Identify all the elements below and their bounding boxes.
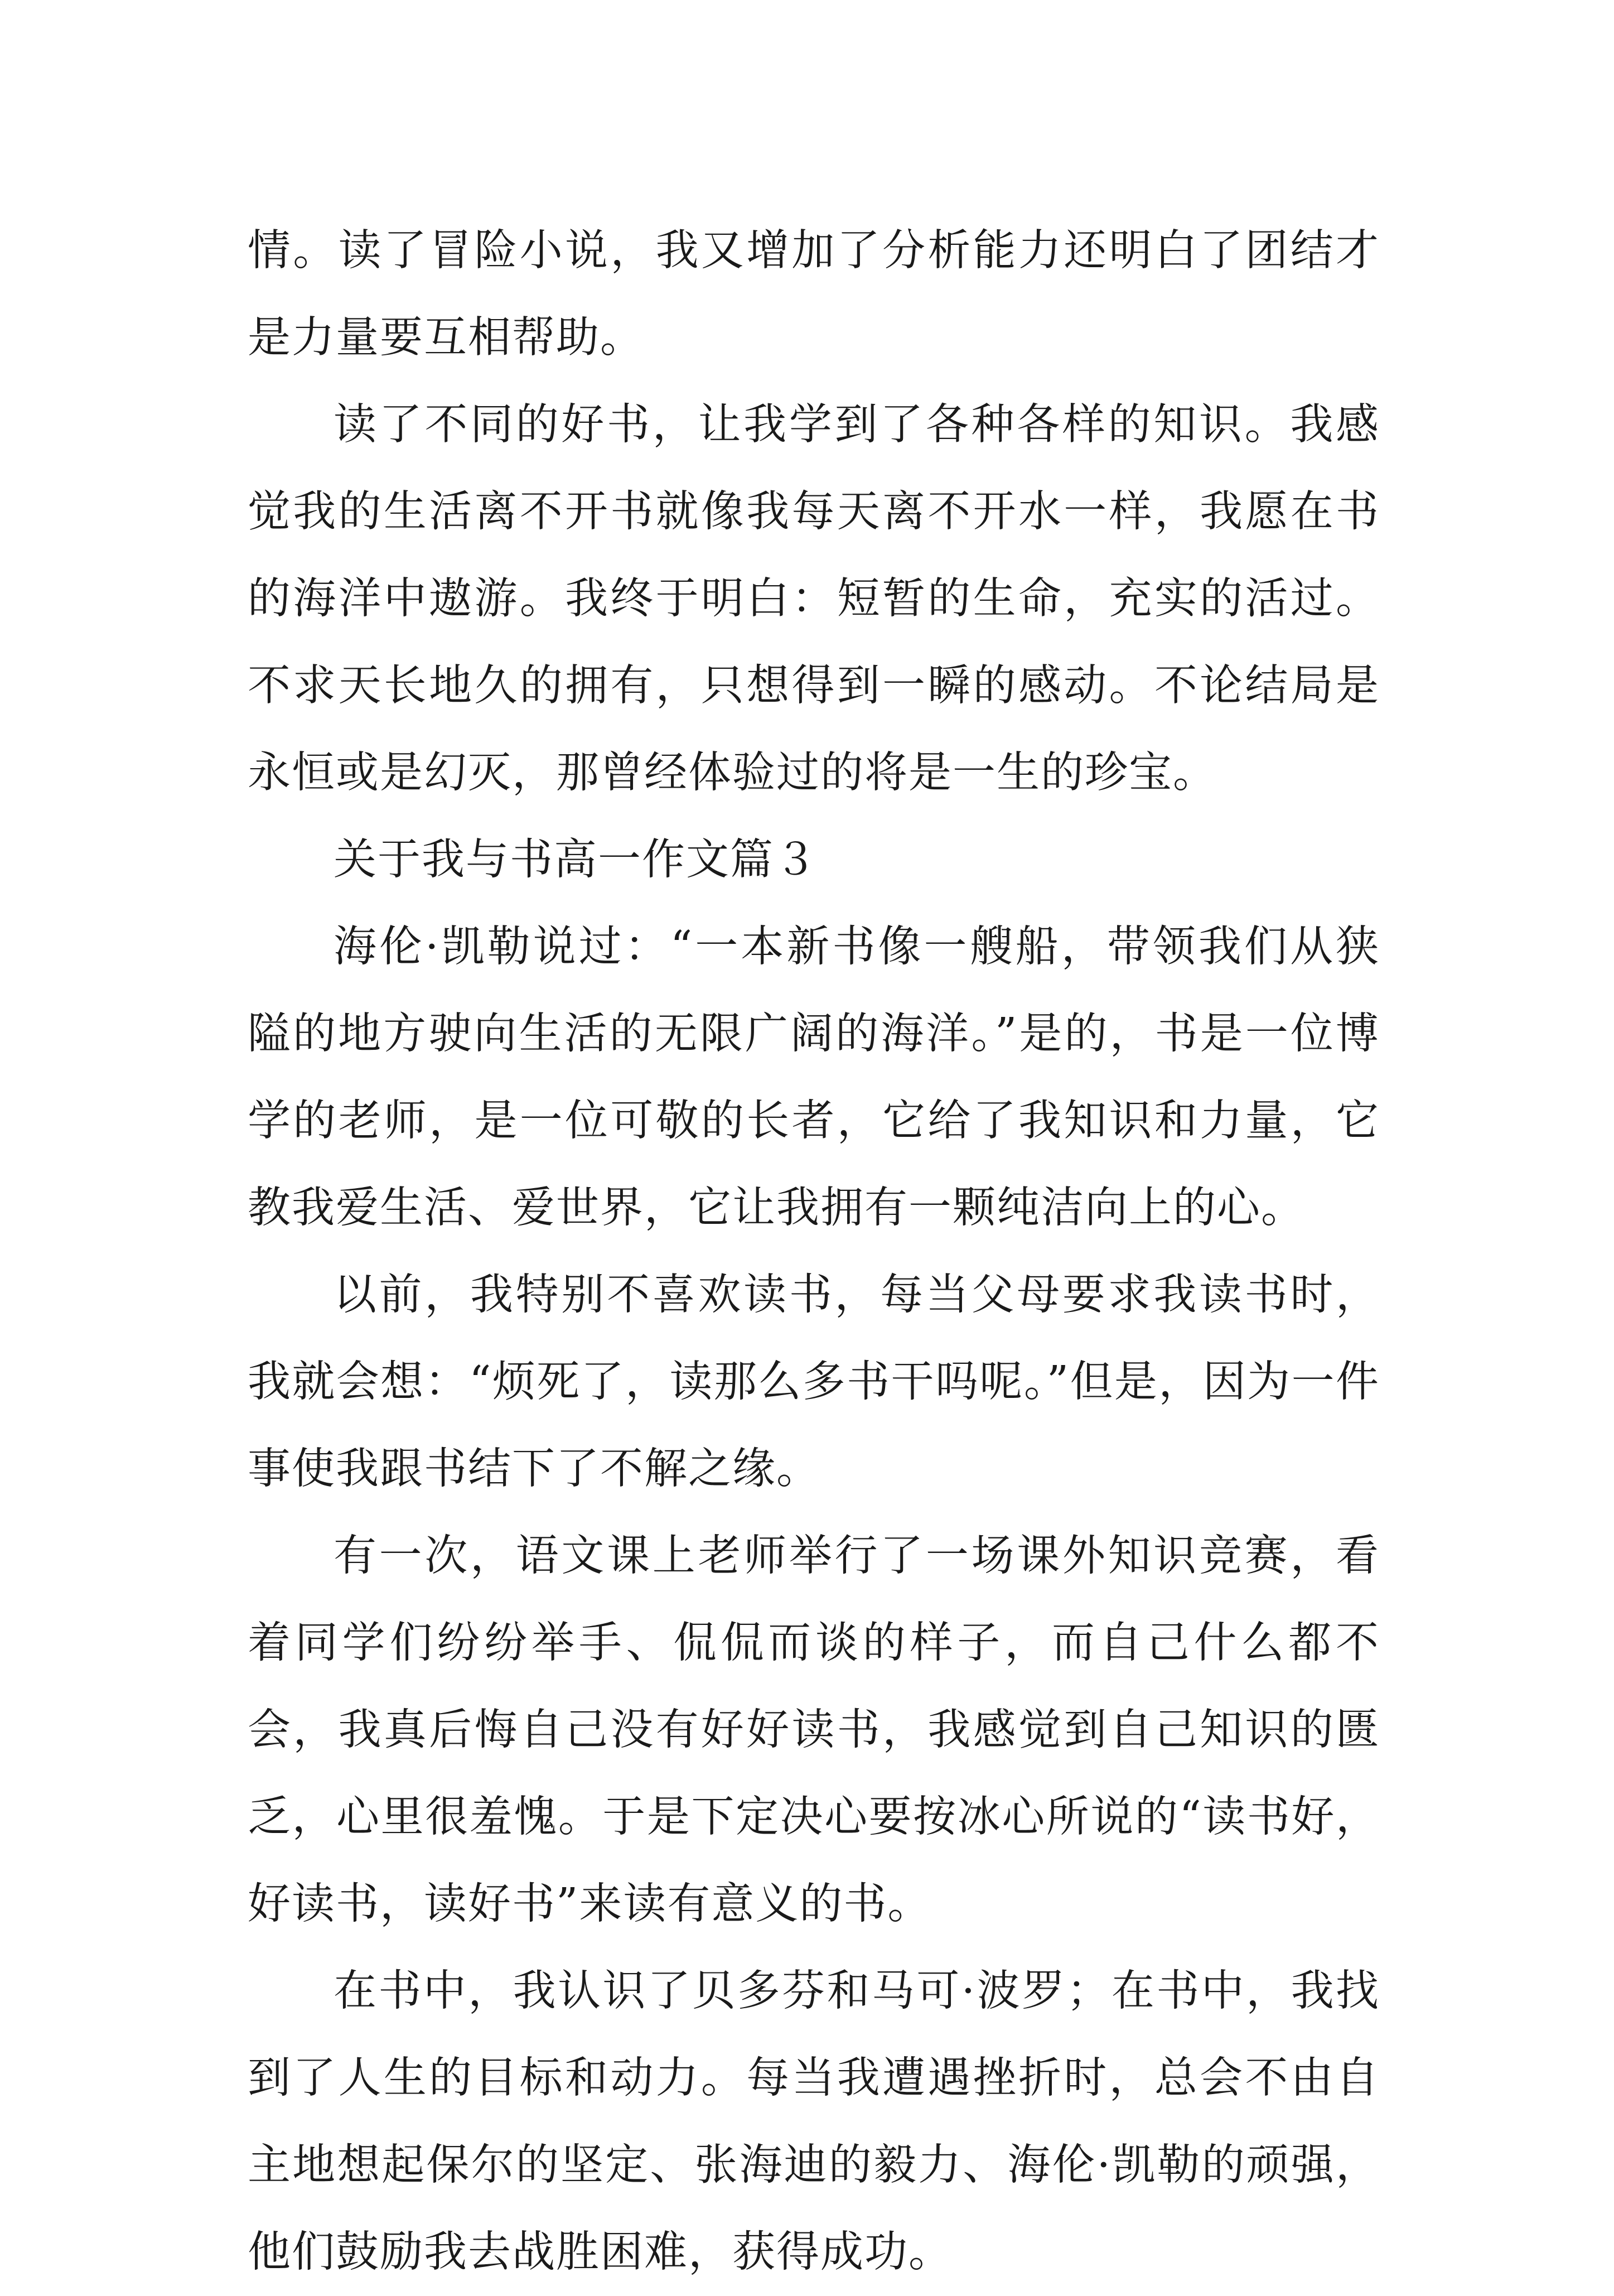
paragraph: 有一次，语文课上老师举行了一场课外知识竞赛，看着同学们纷纷举手、侃侃而谈的样子，而自己什么都不会，我真后悔自己没有好好读书，我感觉到自己知识的匮乏，心里很羞愧。于是下定决心要按冰心所说的“读书好，好读书，读好书”来读有意义的书。 [248,1531,1380,1929]
paragraph: 读了不同的好书，让我学到了各种各样的知识。我感觉我的生活离不开书就像我每天离不开水一样，我愿在书的海洋中遨游。我终于明白：短暂的生命，充实的活过。不求天长地久的拥有，只想得到一瞬的感动。不论结局是永恒或是幻灭，那曾经体验过的将是一生的珍宝。 [248,400,1380,798]
section-heading: 关于我与书高一作文篇３ [334,835,818,885]
paragraph: 海伦·凯勒说过：“一本新书像一艘船，带领我们从狭隘的地方驶向生活的无限广阔的海洋。”是的，书是一位博学的老师，是一位可敬的长者，它给了我知识和力量，它教我爱生活、爱世界，它让我拥有一颗纯洁向上的心。 [248,922,1380,1233]
document-body [248,208,1380,2296]
paragraph-continuation: 情。读了冒险小说，我又增加了分析能力还明白了团结才是力量要互相帮助。 [248,226,1380,363]
paragraph: 以前，我特别不喜欢读书，每当父母要求我读书时，我就会想：“烦死了，读那么多书干吗呢。”但是，因为一件事使我跟书结下了不解之缘。 [248,1270,1380,1494]
paragraph: 在书中，我认识了贝多芬和马可·波罗；在书中，我找到了人生的目标和动力。每当我遭遇挫折时，总会不由自主地想起保尔的坚定、张海迪的毅力、海伦·凯勒的顽强，他们鼓励我去战胜困难，获得成功。 [248,1966,1380,2277]
